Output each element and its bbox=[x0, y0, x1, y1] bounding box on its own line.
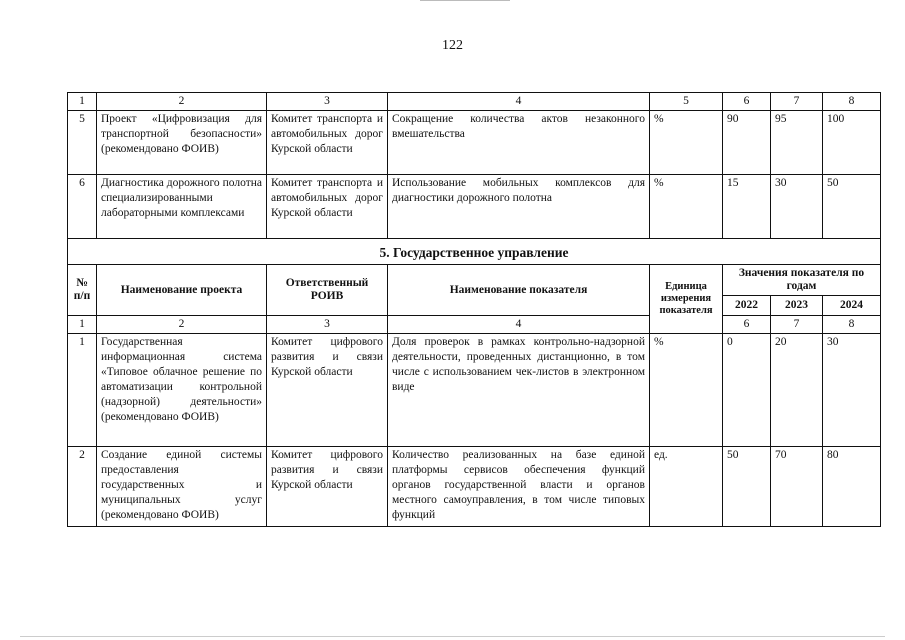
value-2023: 95 bbox=[771, 111, 823, 175]
col-number: 3 bbox=[267, 93, 388, 111]
scan-edge-bottom bbox=[20, 636, 885, 637]
section-heading-row bbox=[68, 239, 881, 265]
header-year-2022: 2022 bbox=[723, 296, 771, 316]
project-name: Создание единой системы предоставления государственных и муниципальных услуг (рекомендовано ФОИВ) bbox=[97, 447, 267, 527]
header-year-2024: 2024 bbox=[823, 296, 881, 316]
col-number: 8 bbox=[823, 316, 881, 334]
column-numbering-row bbox=[68, 93, 881, 111]
unit: ед. bbox=[650, 447, 723, 527]
col-number: 2 bbox=[97, 316, 267, 334]
col-number: 1 bbox=[68, 93, 97, 111]
header-roiv: Ответственный РОИВ bbox=[267, 265, 388, 316]
header-indicator: Наименование показателя bbox=[388, 265, 650, 316]
header-unit: Единица измерения показателя bbox=[650, 265, 723, 334]
value-2024: 100 bbox=[823, 111, 881, 175]
table-row bbox=[68, 334, 881, 447]
col-number: 2 bbox=[97, 93, 267, 111]
header-year-2023: 2023 bbox=[771, 296, 823, 316]
header-row bbox=[68, 265, 881, 296]
value-2022: 90 bbox=[723, 111, 771, 175]
table-row bbox=[68, 175, 881, 239]
header-project: Наименование проекта bbox=[97, 265, 267, 316]
indicator-name: Количество реализованных на базе единой платформы сервисов обеспечения функций органов государственной власти и органов местного самоуправления, в том числе типовых функций bbox=[388, 447, 650, 527]
value-2022: 50 bbox=[723, 447, 771, 527]
col-number: 6 bbox=[723, 316, 771, 334]
value-2022: 0 bbox=[723, 334, 771, 447]
project-name: Диагностика дорожного полотна специализированными лабораторными комплексами bbox=[97, 175, 267, 239]
col-number: 4 bbox=[388, 93, 650, 111]
value-2024: 50 bbox=[823, 175, 881, 239]
indicator-name: Использование мобильных комплексов для диагностики дорожного полотна bbox=[388, 175, 650, 239]
responsible-roiv: Комитет цифрового развития и связи Курской области bbox=[267, 447, 388, 527]
page-number: 122 bbox=[442, 38, 463, 53]
indicator-name: Сокращение количества актов незаконного вмешательства bbox=[388, 111, 650, 175]
column-numbering-row bbox=[68, 316, 881, 334]
value-2023: 70 bbox=[771, 447, 823, 527]
row-no: 6 bbox=[68, 175, 97, 239]
section-title: 5. Государственное управление bbox=[68, 239, 881, 265]
value-2022: 15 bbox=[723, 175, 771, 239]
scan-edge-top bbox=[420, 0, 510, 1]
project-name: Проект «Цифровизация для транспортной безопасности» (рекомендовано ФОИВ) bbox=[97, 111, 267, 175]
indicators-table bbox=[67, 92, 881, 527]
col-number: 4 bbox=[388, 316, 650, 334]
col-number: 6 bbox=[723, 93, 771, 111]
col-number: 7 bbox=[771, 93, 823, 111]
col-number: 5 bbox=[650, 93, 723, 111]
responsible-roiv: Комитет транспорта и автомобильных дорог Курской области bbox=[267, 111, 388, 175]
unit: % bbox=[650, 334, 723, 447]
unit: % bbox=[650, 111, 723, 175]
row-no: 2 bbox=[68, 447, 97, 527]
header-values: Значения показателя по годам bbox=[723, 265, 881, 296]
col-number: 3 bbox=[267, 316, 388, 334]
value-2023: 30 bbox=[771, 175, 823, 239]
table-row bbox=[68, 111, 881, 175]
col-number: 8 bbox=[823, 93, 881, 111]
col-number: 1 bbox=[68, 316, 97, 334]
row-no: 5 bbox=[68, 111, 97, 175]
value-2024: 30 bbox=[823, 334, 881, 447]
value-2024: 80 bbox=[823, 447, 881, 527]
header-no: № п/п bbox=[68, 265, 97, 316]
table-row bbox=[68, 447, 881, 527]
unit: % bbox=[650, 175, 723, 239]
col-number: 7 bbox=[771, 316, 823, 334]
project-name: Государственная информационная система «Типовое облачное решение по автоматизации контрольной (надзорной) деятельности» (рекомендовано ФОИВ) bbox=[97, 334, 267, 447]
indicator-name: Доля проверок в рамках контрольно-надзорной деятельности, проведенных дистанционно, в том числе с использованием чек-листов в электронном виде bbox=[388, 334, 650, 447]
responsible-roiv: Комитет цифрового развития и связи Курской области bbox=[267, 334, 388, 447]
value-2023: 20 bbox=[771, 334, 823, 447]
row-no: 1 bbox=[68, 334, 97, 447]
responsible-roiv: Комитет транспорта и автомобильных дорог Курской области bbox=[267, 175, 388, 239]
